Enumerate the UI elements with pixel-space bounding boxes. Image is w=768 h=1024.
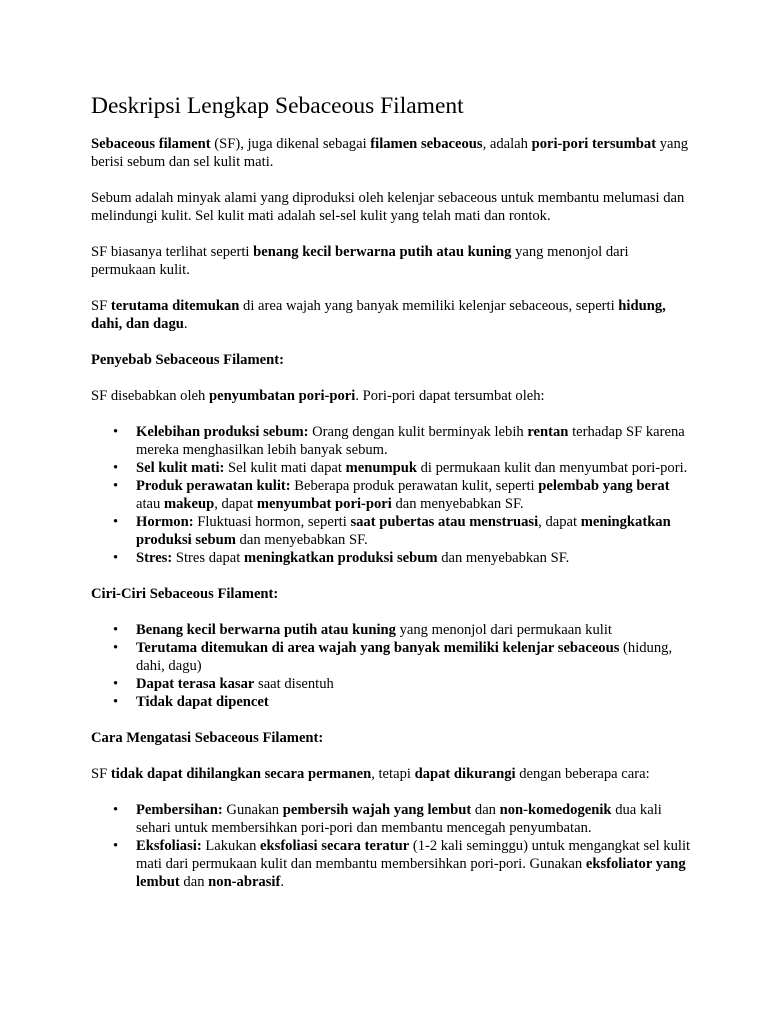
- bold-text: Pembersihan:: [136, 802, 223, 818]
- list-item: • Produk perawatan kulit: Beberapa produk perawatan kulit, seperti pelembab yang berat atau makeup, dapat menyumbat pori-pori dan menyebabkan SF.: [91, 477, 691, 513]
- bold-text: Dapat terasa kasar: [136, 676, 255, 692]
- list-item: • Pembersihan: Gunakan pembersih wajah yang lembut dan non-komedogenik dua kali sehari untuk membersihkan pori-pori dan membantu mencegah penyumbatan.: [91, 801, 691, 837]
- bold-text: dapat dikurangi: [414, 766, 516, 782]
- bold-text: benang kecil berwarna putih atau kuning: [253, 244, 512, 260]
- document-title: Deskripsi Lengkap Sebaceous Filament: [91, 93, 464, 119]
- list-item: • Eksfoliasi: Lakukan eksfoliasi secara teratur (1-2 kali seminggu) untuk mengangkat sel kulit mati dari permukaan kulit dan membantu membersihkan pori-pori. Gunakan eksfoliator yang lembut dan non-abrasif.: [91, 837, 691, 891]
- bold-text: saat pubertas atau menstruasi: [350, 514, 539, 530]
- intro-paragraph-4: SF terutama ditemukan di area wajah yang banyak memiliki kelenjar sebaceous, seperti hidung, dahi, dan dagu.: [91, 298, 666, 332]
- bold-text: Stres:: [136, 550, 173, 566]
- bold-text: menumpuk: [345, 460, 417, 476]
- section-heading-cara: Cara Mengatasi Sebaceous Filament:: [91, 730, 324, 746]
- list-item: [91, 693, 691, 711]
- list-item: • Hormon: Fluktuasi hormon, seperti saat pubertas atau menstruasi, dapat meningkatkan produksi sebum dan menyebabkan SF.: [91, 513, 691, 549]
- bold-text: tidak dapat dihilangkan secara permanen: [110, 766, 372, 782]
- section-heading-ciri: Ciri-Ciri Sebaceous Filament:: [91, 586, 279, 602]
- bold-text: Sel kulit mati:: [136, 460, 225, 476]
- bold-text: Hormon:: [136, 514, 194, 530]
- bold-text: meningkatkan produksi sebum: [136, 514, 671, 548]
- list-item: • Stres: Stres dapat meningkatkan produksi sebum dan menyebabkan SF.: [91, 549, 691, 567]
- bold-text: Tidak dapat dipencet: [136, 694, 269, 710]
- bold-text: makeup: [163, 496, 215, 512]
- bold-text: hidung, dahi, dan dagu: [91, 298, 666, 332]
- bold-text: pelembab yang berat: [538, 478, 670, 494]
- bold-text: menyumbat pori-pori: [256, 496, 392, 512]
- list-item: • Dapat terasa kasar saat disentuh: [91, 675, 691, 693]
- bold-text: filamen sebaceous: [370, 136, 483, 152]
- bold-text: eksfoliator yang lembut: [136, 856, 686, 890]
- list-item: • Benang kecil berwarna putih atau kuning yang menonjol dari permukaan kulit: [91, 621, 691, 639]
- cara-list: [91, 801, 691, 891]
- bold-text: rentan: [527, 424, 569, 440]
- section-heading-penyebab: Penyebab Sebaceous Filament:: [91, 352, 284, 368]
- bold-text: Kelebihan produksi sebum:: [136, 424, 309, 440]
- list-item: • Terutama ditemukan di area wajah yang banyak memiliki kelenjar sebaceous (hidung, dahi, dagu): [91, 639, 691, 675]
- bold-text: pori-pori tersumbat: [531, 136, 657, 152]
- intro-paragraph-3: SF biasanya terlihat seperti benang kecil berwarna putih atau kuning yang menonjol dari permukaan kulit.: [91, 244, 629, 278]
- bold-text: Benang kecil berwarna putih atau kuning: [136, 622, 396, 638]
- intro-paragraph-1: Sebaceous filament (SF), juga dikenal sebagai filamen sebaceous, adalah pori-pori tersumbat yang berisi sebum dan sel kulit mati.: [91, 136, 689, 170]
- bold-text: Produk perawatan kulit:: [136, 478, 291, 494]
- penyebab-list: [91, 423, 691, 567]
- bold-text: eksfoliasi secara teratur: [260, 838, 410, 854]
- bold-text: non-komedogenik: [499, 802, 612, 818]
- bold-text: pembersih wajah yang lembut: [282, 802, 472, 818]
- bold-text: Terutama ditemukan di area wajah yang banyak memiliki kelenjar sebaceous: [136, 640, 620, 656]
- bold-text: Eksfoliasi:: [136, 838, 202, 854]
- list-item: • Kelebihan produksi sebum: Orang dengan kulit berminyak lebih rentan terhadap SF karena mereka menghasilkan lebih banyak sebum.: [91, 423, 691, 459]
- bold-text: Sebaceous filament: [91, 136, 211, 152]
- cara-lead: SF tidak dapat dihilangkan secara permanen, tetapi dapat dikurangi dengan beberapa cara:: [91, 766, 650, 782]
- intro-paragraph-2: Sebum adalah minyak alami yang diproduksi oleh kelenjar sebaceous untuk membantu melumasi dan melindungi kulit. Sel kulit mati adalah sel-sel kulit yang telah mati dan rontok.: [91, 190, 685, 224]
- bold-text: non-abrasif: [208, 874, 281, 890]
- document-page: [91, 92, 691, 909]
- penyebab-lead: SF disebabkan oleh penyumbatan pori-pori. Pori-pori dapat tersumbat oleh:: [91, 388, 545, 404]
- bold-text: terutama ditemukan: [110, 298, 240, 314]
- bold-text: meningkatkan produksi sebum: [243, 550, 438, 566]
- bold-text: penyumbatan pori-pori: [208, 388, 356, 404]
- list-item: • Sel kulit mati: Sel kulit mati dapat menumpuk di permukaan kulit dan menyumbat pori-pori.: [91, 459, 691, 477]
- ciri-list: [91, 621, 691, 711]
